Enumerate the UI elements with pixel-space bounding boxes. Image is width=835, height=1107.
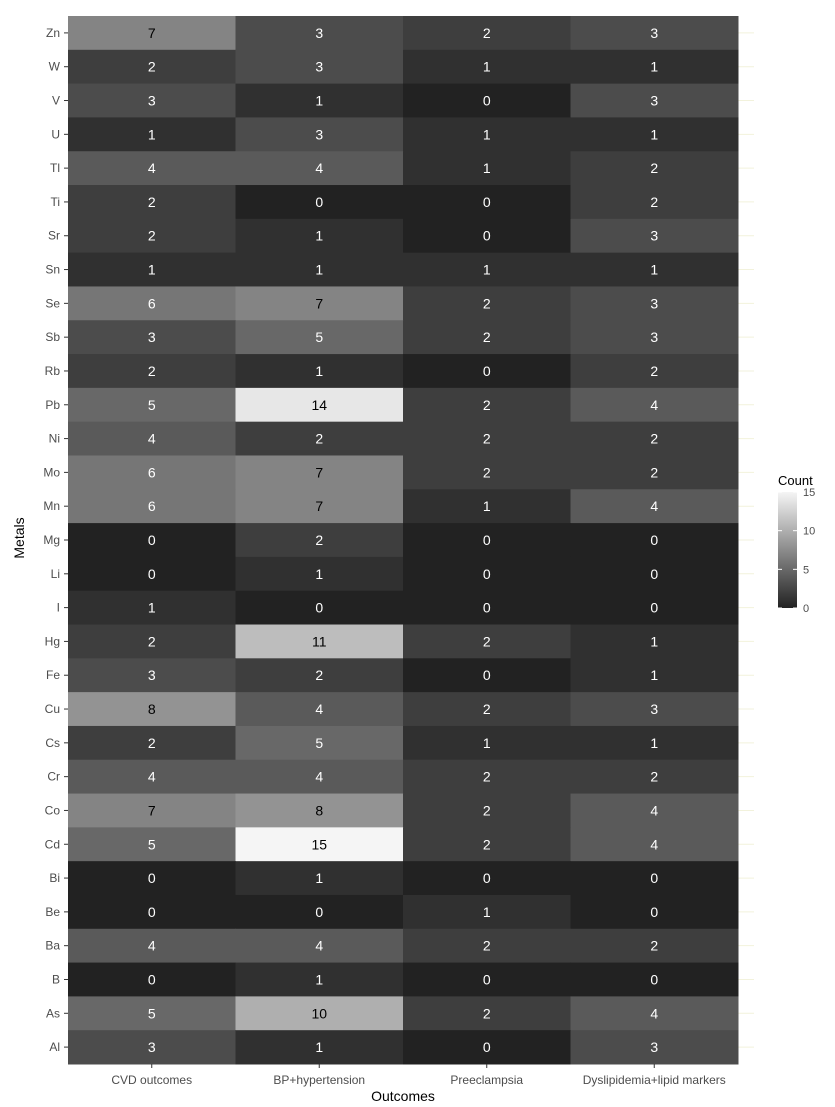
cell-value-label: 0 [482,667,491,684]
cell-value-label: 2 [315,532,324,548]
cell-value-label: 3 [650,295,659,312]
cell-value-label: 0 [650,532,659,548]
cell-value-label: 2 [482,836,491,853]
cell-value-label: 6 [147,498,156,515]
cell-value-label: 0 [147,870,156,887]
cell-value-label: 6 [147,295,156,312]
cell-value-label: 2 [147,362,156,379]
cell-value-label: 2 [147,58,156,75]
y-tick-label: Al [49,1040,60,1055]
cell-value-label: 1 [482,903,491,920]
y-tick-label: Mg [43,533,60,547]
cell-value-label: 0 [650,870,659,887]
y-tick-label: Bi [49,871,60,886]
cell-value-label: 1 [650,261,659,278]
cell-value-label: 1 [482,734,491,751]
cell-value-label: 1 [650,667,659,684]
legend-title: Count [778,473,813,488]
cell-value-label: 1 [315,971,324,988]
legend [778,473,815,615]
legend-tick-label: 15 [803,487,816,499]
y-tick-label: Mo [43,465,60,480]
x-tick-label: Dyslipidemia+lipid markers [582,1073,726,1087]
cell-value-label: 1 [482,160,491,177]
cell-value-label: 0 [482,193,491,210]
cell-value-label: 0 [482,870,491,887]
x-axis-ticks [111,1064,725,1087]
cell-value-label: 14 [311,396,328,413]
cell-value-label: 0 [482,227,491,244]
y-tick-label: Se [45,296,60,311]
cell-value-label: 1 [315,261,324,278]
y-tick-label: V [51,93,60,108]
y-axis-title: Metals [11,517,27,559]
cell-value-label: 4 [650,836,659,853]
cell-value-label: 2 [482,329,491,346]
cell-value-label: 0 [650,565,659,582]
cell-value-label: 6 [147,464,156,481]
cell-value-label: 0 [482,565,491,582]
cell-value-label: 2 [482,701,491,718]
cell-value-label: 2 [482,1005,491,1022]
cell-value-label: 4 [147,160,156,177]
cell-value-label: 1 [482,58,491,75]
cell-value-label: 0 [650,971,659,988]
cell-value-label: 5 [315,329,324,346]
cell-value-label: 0 [147,903,156,920]
cell-value-label: 8 [147,701,156,718]
cell-value-label: 2 [650,160,659,177]
cell-value-label: 1 [315,870,324,887]
y-tick-label: Rb [44,363,60,378]
y-tick-label: Ni [48,431,60,446]
cell-value-label: 2 [650,768,659,785]
cell-value-label: 5 [315,734,324,751]
cell-value-label: 0 [482,971,491,988]
cell-value-label: 7 [147,802,156,819]
y-tick-label: Ti [50,194,60,209]
y-tick-label: Li [50,566,60,581]
y-tick-label: Cd [44,837,60,852]
cell-value-label: 0 [482,1039,491,1056]
cell-value-label: 5 [147,836,156,853]
cell-value-label: 4 [315,768,324,785]
cell-value-label: 0 [482,362,491,379]
cell-value-label: 11 [311,633,327,650]
y-tick-label: Tl [50,161,60,176]
y-tick-label: W [48,59,60,74]
y-tick-label: Sr [48,228,60,243]
x-tick-label: Preeclampsia [450,1073,524,1087]
cell-value-label: 2 [482,633,491,650]
cell-value-label: 4 [315,160,324,177]
cell-value-label: 1 [315,92,324,109]
cell-value-label: 2 [147,633,156,650]
cell-value-label: 3 [147,667,156,684]
cell-value-label: 1 [650,58,659,75]
cell-value-label: 10 [311,1005,328,1022]
cell-value-label: 2 [650,362,659,379]
cell-value-label: 7 [315,464,324,481]
cell-value-label: 7 [315,498,324,515]
y-tick-label: U [51,127,60,142]
y-tick-label: As [45,1006,60,1021]
cell-value-label: 2 [482,802,491,819]
cell-value-label: 3 [650,227,659,244]
cell-value-label: 4 [147,430,156,447]
legend-colorbar [778,492,797,608]
cell-value-label: 2 [315,430,324,447]
cell-value-label: 3 [650,701,659,718]
cell-value-label: 4 [650,396,659,413]
legend-tick-label: 0 [803,603,810,615]
cell-value-label: 3 [147,92,156,109]
cell-value-label: 1 [315,362,324,379]
cell-value-label: 0 [147,565,156,582]
cell-value-label: 2 [482,430,491,447]
cell-value-label: 2 [147,193,156,210]
cell-value-label: 15 [311,836,328,853]
y-tick-label: B [51,972,60,987]
cell-value-label: 4 [315,937,324,954]
cell-value-label: 1 [482,261,491,278]
cell-value-label: 5 [147,1005,156,1022]
cell-value-label: 0 [315,903,324,920]
cell-value-label: 2 [482,396,491,413]
y-tick-label: Cr [47,769,60,784]
cell-value-label: 0 [482,92,491,109]
cell-value-label: 4 [650,802,659,819]
cell-value-label: 1 [650,734,659,751]
cell-value-label: 3 [650,92,659,109]
cell-value-label: 4 [147,937,156,954]
cell-value-label: 7 [147,24,156,41]
heatmap-cells [68,16,739,1065]
y-tick-label: Cu [44,702,60,717]
cell-value-label: 1 [147,126,156,143]
cell-value-label: 0 [482,599,491,616]
cell-value-label: 1 [147,599,156,616]
cell-value-label: 3 [315,24,324,41]
cell-value-label: 3 [315,58,324,75]
y-tick-label: Be [45,904,60,919]
cell-value-label: 0 [650,903,659,920]
y-axis-ticks [43,26,68,1054]
cell-value-label: 2 [315,667,324,684]
cell-value-label: 0 [315,193,324,210]
cell-value-label: 0 [315,599,324,616]
cell-value-label: 2 [482,464,491,481]
x-tick-label: CVD outcomes [111,1073,193,1087]
x-tick-label: BP+hypertension [273,1073,366,1087]
cell-value-label: 2 [482,768,491,785]
cell-value-label: 2 [650,430,659,447]
cell-value-label: 5 [147,396,156,413]
cell-value-label: 0 [482,532,491,548]
cell-value-label: 1 [315,565,324,582]
cell-value-label: 1 [482,498,491,515]
cell-value-label: 3 [650,24,659,41]
y-tick-label: Fe [45,668,60,683]
cell-value-label: 7 [315,295,324,312]
y-tick-label: Zn [45,25,60,40]
legend-tick-label: 10 [803,525,816,538]
cell-value-label: 1 [482,126,491,143]
y-tick-label: Sb [45,330,60,345]
y-tick-label: Ba [45,938,60,953]
cell-value-label: 0 [147,971,156,988]
cell-value-label: 3 [650,329,659,346]
cell-value-label: 3 [650,1039,659,1056]
y-tick-label: Co [44,803,60,818]
cell-value-label: 2 [482,295,491,312]
y-tick-label: I [56,600,60,615]
cell-value-label: 1 [650,633,659,650]
cell-value-label: 0 [147,532,156,548]
cell-value-label: 1 [315,227,324,244]
y-tick-label: Mn [43,499,60,514]
cell-value-label: 1 [650,126,659,143]
y-tick-label: Sn [45,262,60,277]
y-tick-label: Hg [44,634,60,649]
y-tick-label: Pb [45,397,60,412]
cell-value-label: 8 [315,802,324,819]
cell-value-label: 1 [315,1039,324,1056]
cell-value-label: 2 [482,24,491,41]
cell-value-label: 4 [147,768,156,785]
cell-value-label: 2 [482,937,491,954]
x-axis-title: Outcomes [371,1088,435,1104]
cell-value-label: 4 [650,498,659,515]
cell-value-label: 1 [147,261,156,278]
cell-value-label: 3 [147,1039,156,1056]
cell-value-label: 2 [147,734,156,751]
cell-value-label: 4 [315,701,324,718]
legend-tick-label: 5 [803,564,810,577]
cell-value-label: 2 [147,227,156,244]
cell-value-label: 2 [650,937,659,954]
cell-value-label: 4 [650,1005,659,1022]
cell-value-label: 2 [650,464,659,481]
cell-value-label: 2 [650,193,659,210]
y-tick-label: Cs [45,735,60,750]
cell-value-label: 3 [147,329,156,346]
cell-value-label: 0 [650,599,659,616]
cell-value-label: 3 [315,126,324,143]
